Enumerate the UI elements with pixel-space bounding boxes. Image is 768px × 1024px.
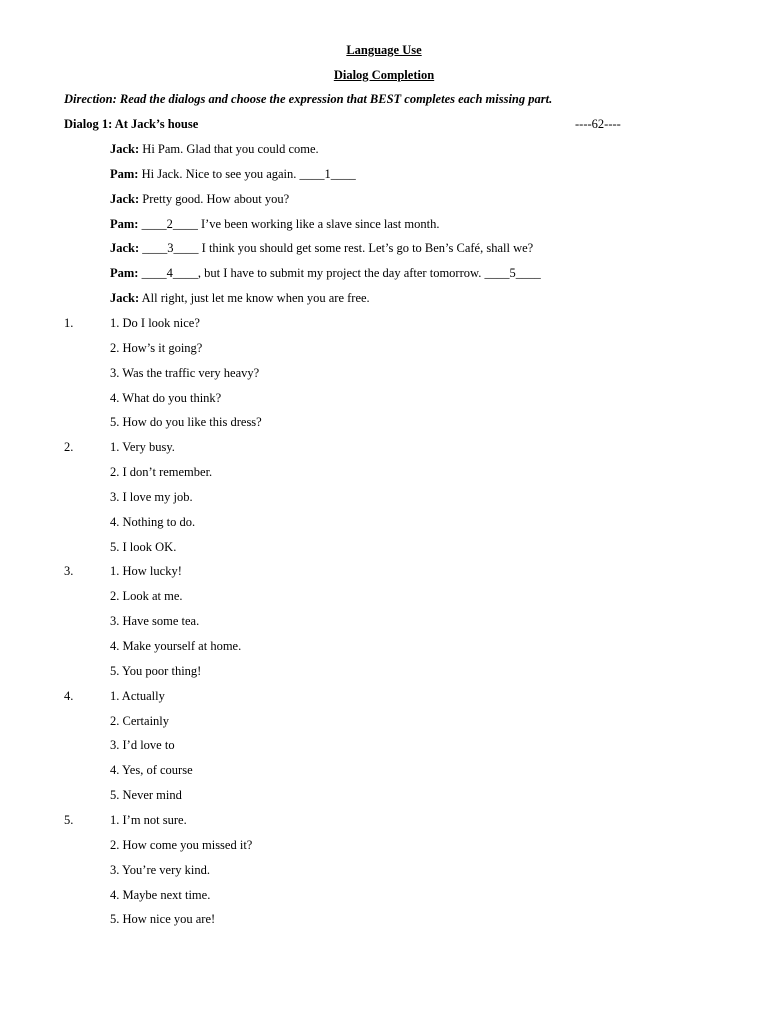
question-option-row [0, 512, 768, 532]
dialog-text: Hi Jack. Nice to see you again. ____1____ [138, 166, 356, 181]
question-option-row [0, 735, 768, 755]
question-number: 2. [64, 440, 74, 455]
answer-option[interactable]: 3. I love my job. [110, 489, 193, 504]
question-option-row [0, 785, 768, 805]
dialog-line-content [110, 189, 289, 209]
answer-option[interactable]: 1. I’m not sure. [110, 812, 187, 827]
direction-row [0, 89, 768, 109]
question-option-row [0, 338, 768, 358]
dialog-text: ____3____ I think you should get some rest. Let’s go to Ben’s Café, shall we? [139, 241, 534, 256]
dialog-heading-row [0, 114, 768, 134]
question-option-row [0, 462, 768, 482]
question-option-row [0, 909, 768, 929]
answer-option[interactable]: 1. Actually [110, 688, 165, 703]
question-option-row [0, 686, 768, 706]
dialog-text: ____2____ I’ve been working like a slave since last month. [138, 216, 440, 231]
answer-option[interactable]: 5. You poor thing! [110, 663, 202, 678]
dialog-line [0, 214, 768, 234]
dialog-line-content [110, 214, 439, 234]
dialog-text: ____4____, but I have to submit my project the day after tomorrow. ____5____ [138, 266, 541, 281]
question-option-row [0, 437, 768, 457]
answer-option[interactable]: 3. Have some tea. [110, 614, 200, 629]
dialog-speaker: Jack: [110, 241, 140, 256]
question-option-row [0, 760, 768, 780]
question-option-row [0, 412, 768, 432]
answer-option[interactable]: 3. You’re very kind. [110, 862, 210, 877]
question-option-row [0, 835, 768, 855]
question-option-row [0, 363, 768, 383]
dialog-text: Hi Pam. Glad that you could come. [139, 142, 319, 156]
question-option-row [0, 885, 768, 905]
answer-option[interactable]: 5. How do you like this dress? [110, 415, 262, 430]
dialog-line [0, 189, 768, 209]
dialog-speaker: Jack: [110, 142, 140, 156]
dialog-speaker: Jack: [110, 291, 140, 306]
answer-option[interactable]: 2. How’s it going? [110, 340, 203, 355]
dialog-heading: Dialog 1: At Jack’s house [64, 117, 199, 131]
answer-option[interactable]: 5. How nice you are! [110, 912, 216, 927]
dialog-line-content [110, 263, 541, 283]
dialog-line [0, 164, 768, 184]
dialog-line [0, 238, 768, 258]
dialog-line [0, 263, 768, 283]
answer-option[interactable]: 4. What do you think? [110, 390, 222, 405]
question-option-row [0, 860, 768, 880]
page-code: ----62---- [575, 117, 621, 131]
answer-option[interactable]: 4. Nothing to do. [110, 514, 196, 529]
dialog-line-content [110, 164, 356, 184]
question-option-row [0, 711, 768, 731]
question-number: 1. [64, 315, 74, 330]
answer-option[interactable]: 3. Was the traffic very heavy? [110, 365, 260, 380]
dialog-text: All right, just let me know when you are free. [139, 291, 370, 306]
title-row [0, 40, 768, 60]
answer-option[interactable]: 1. How lucky! [110, 564, 182, 579]
answer-option[interactable]: 5. I look OK. [110, 539, 177, 554]
answer-option[interactable]: 2. Look at me. [110, 589, 183, 604]
question-option-row [0, 388, 768, 408]
answer-option[interactable]: 1. Very busy. [110, 440, 175, 455]
dialog-speaker: Jack: [110, 191, 140, 206]
dialog-line [0, 139, 768, 159]
question-option-row [0, 810, 768, 830]
dialog-line-content [110, 288, 370, 308]
question-option-row [0, 611, 768, 631]
page-title: Language Use [346, 43, 422, 57]
answer-option[interactable]: 4. Maybe next time. [110, 887, 211, 902]
question-number: 4. [64, 688, 74, 703]
question-number: 5. [64, 812, 74, 827]
question-option-row [0, 636, 768, 656]
dialog-speaker: Pam: [110, 216, 139, 231]
dialog-line-content [110, 238, 533, 258]
page-subtitle: Dialog Completion [333, 68, 435, 82]
direction-text: Direction: Read the dialogs and choose the expression that BEST completes each missing part. [64, 92, 553, 106]
answer-option[interactable]: 2. How come you missed it? [110, 837, 253, 852]
answer-option[interactable]: 2. Certainly [110, 713, 170, 728]
question-option-row [0, 661, 768, 681]
answer-option[interactable]: 2. I don’t remember. [110, 465, 213, 480]
answer-option[interactable]: 4. Make yourself at home. [110, 639, 242, 653]
dialog-speaker: Pam: [110, 266, 139, 281]
question-option-row [0, 537, 768, 557]
answer-option[interactable]: 3. I’d love to [110, 738, 175, 753]
question-option-row [0, 586, 768, 606]
question-option-row [0, 561, 768, 581]
dialog-line [0, 288, 768, 308]
subtitle-row [0, 65, 768, 85]
question-number: 3. [64, 564, 74, 579]
dialog-text: Pretty good. How about you? [139, 191, 290, 206]
question-option-row [0, 313, 768, 333]
answer-option[interactable]: 1. Do I look nice? [110, 315, 200, 330]
question-option-row [0, 487, 768, 507]
answer-option[interactable]: 4. Yes, of course [110, 763, 193, 778]
dialog-line-content [110, 139, 319, 159]
dialog-speaker: Pam: [110, 166, 139, 181]
answer-option[interactable]: 5. Never mind [110, 788, 182, 803]
